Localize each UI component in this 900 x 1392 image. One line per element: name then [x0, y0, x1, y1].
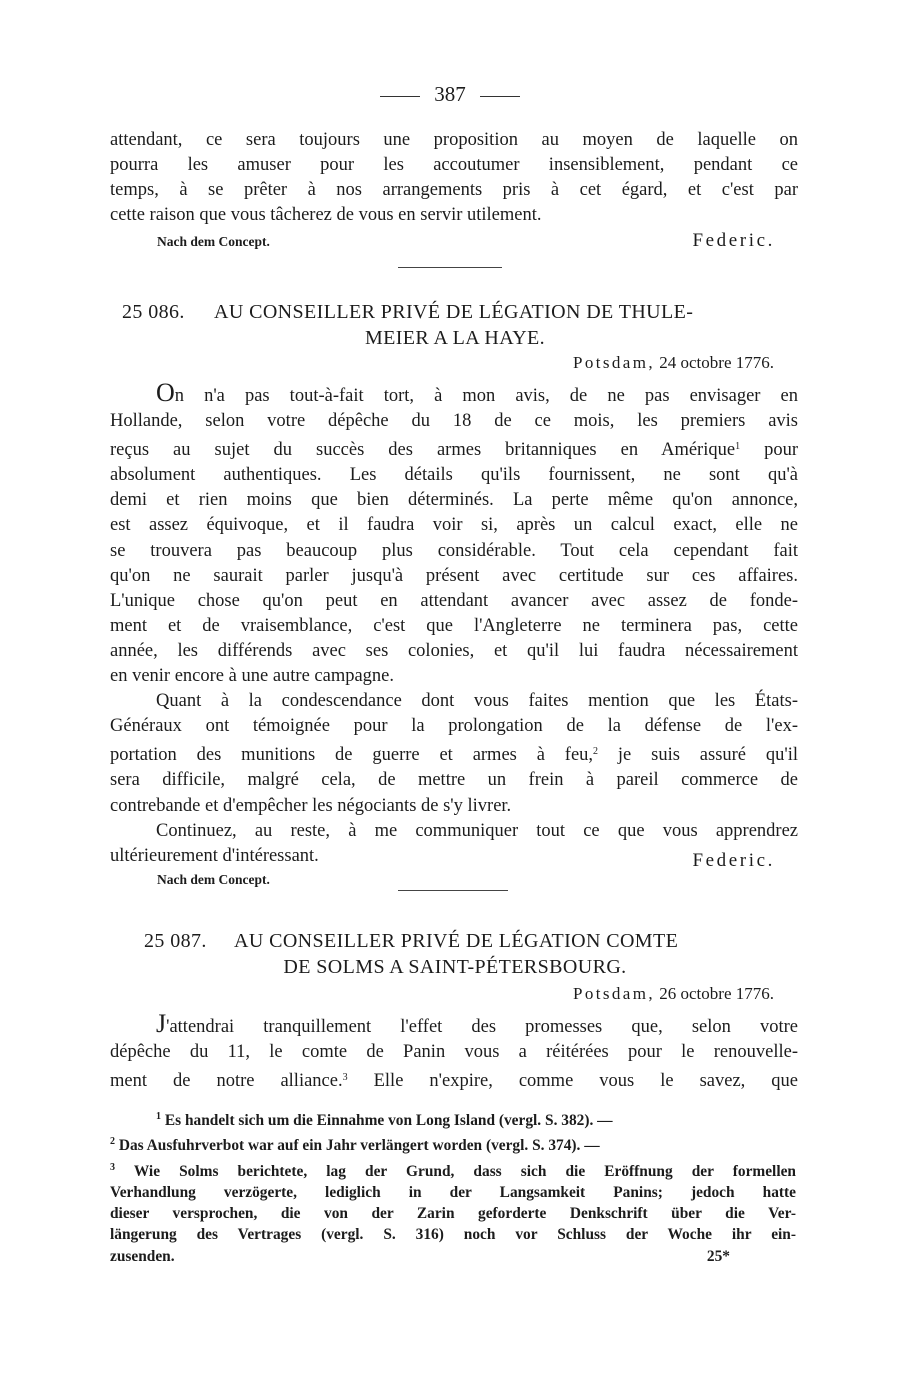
footnote-line: längerung des Vertrages (vergl. S. 316) noch vor Schluss der Woche ihr ein- [110, 1226, 796, 1244]
text-line: qu'on ne saurait parler jusqu'à présent avec certitude sur ces affaires. [110, 565, 798, 586]
footnote-marker: 3 [342, 1072, 348, 1084]
footnote-marker: 2 [593, 746, 599, 758]
footnote: $^1$ Es handelt sich um die Einnahme von Long Island (vergl. S. 382). — [156, 1111, 613, 1129]
source-note: Nach dem Concept. [157, 234, 270, 249]
text-line: reçus au sujet du succès des armes britanniques en Amérique$^1$ pour [110, 440, 798, 461]
text-line: Continuez, au reste, à me communiquer tout ce que vous apprendrez [156, 820, 798, 841]
footnote-line: $^3$ Wie Solms berichtete, lag der Grund, dass sich die Eröffnung der formellen [110, 1161, 796, 1180]
footnote [110, 1157, 796, 1267]
footnote-marker: 1 [156, 1111, 161, 1122]
text-line: ultérieurement d'intéressant. [110, 845, 319, 866]
text-line: portation des munitions de guerre et armes à feu,$^2$ je suis assuré qu'il [110, 745, 798, 766]
section-divider [398, 267, 502, 268]
letter-body [110, 1009, 798, 1094]
signature: Federic. [692, 230, 775, 251]
dateline [573, 984, 774, 1004]
text-line: On n'a pas tout-à-fait tort, à mon avis, de ne pas envisager en [156, 378, 798, 407]
letter-number: 25 086. [122, 301, 185, 323]
page-header [0, 80, 900, 108]
drop-cap: J [156, 1009, 167, 1038]
heading-line: DE SOLMS A SAINT-PÉTERSBOURG. [283, 956, 627, 978]
source-note: Nach dem Concept. [157, 872, 270, 887]
heading-line: AU CONSEILLER PRIVÉ DE LÉGATION COMTE [234, 930, 679, 952]
footnote-marker: 2 [110, 1136, 115, 1148]
text-line: Généraux ont témoignée pour la prolongation de la défense de l'ex- [110, 716, 798, 737]
text-line: Hollande, selon votre dépêche du 18 de ce mois, les premiers avis [110, 411, 798, 432]
text-line: cette raison que vous tâcherez de vous en servir utilement. [110, 205, 542, 226]
footnote-line: Verhandlung verzögerte, lediglich in der Langsamkeit Panins; jedoch hatte [110, 1183, 796, 1201]
drop-cap: O [156, 378, 175, 407]
section-divider [398, 890, 508, 891]
text-line: se trouvera pas beaucoup plus considérable. Tout cela cependant fait [110, 540, 798, 561]
footnote-marker: 1 [735, 441, 741, 453]
letter-closing [157, 850, 775, 890]
text-line: ment et de vraisemblance, c'est que l'Angleterre ne terminera pas, cette [110, 615, 798, 636]
footnote-line: dieser versprochen, die von der Zarin geforderte Denkschrift über die Ver- [110, 1205, 796, 1223]
text-line: est assez équivoque, et il faudra voir si, après un calcul exact, elle ne [110, 515, 798, 536]
signature: Federic. [692, 850, 775, 871]
footnote-line: zusenden. 25* [110, 1246, 796, 1267]
header-rule-left [380, 96, 420, 97]
text-line: temps, à se prêter à nos arrangements pris à cet égard, et c'est par [110, 180, 798, 201]
intro-closing [157, 230, 775, 252]
intro-paragraph [110, 128, 798, 228]
dateline-place: Potsdam, [573, 984, 656, 1003]
footnote-marker: 3 [110, 1161, 115, 1173]
text-line: dépêche du 11, le comte de Panin vous a réitérées pour le renouvelle- [110, 1042, 798, 1063]
dateline-place: Potsdam, [573, 353, 656, 372]
text-line: attendant, ce sera toujours une proposition au moyen de laquelle on [110, 130, 798, 150]
dateline-date: 26 octobre 1776. [659, 984, 774, 1003]
text-line: L'unique chose qu'on peut en attendant avancer avec assez de fonde- [110, 590, 798, 611]
letter-number: 25 087. [144, 930, 207, 952]
text-line: année, les différends avec ses colonies, et qu'il lui faudra nécessairement [110, 640, 798, 661]
text-line: pourra les amuser pour les accoutumer insensiblement, pendant ce [110, 155, 798, 176]
dateline-date: 24 octobre 1776. [659, 353, 774, 372]
text-line: en venir encore à une autre campagne. [110, 666, 395, 687]
text-line: Quant à la condescendance dont vous faites mention que les États- [156, 691, 798, 712]
text-line: sera difficile, malgré cela, de mettre un frein à pareil commerce de [110, 770, 798, 791]
heading-line: MEIER A LA HAYE. [364, 327, 546, 349]
text-line: ment de notre alliance.$^3$ Elle n'expire, comme vous le savez, que [110, 1071, 798, 1092]
letter-body [110, 378, 798, 869]
heading-line: AU CONSEILLER PRIVÉ DE LÉGATION DE THULE- [214, 301, 694, 323]
header-rule-right [480, 96, 520, 97]
footnotes [110, 1106, 796, 1267]
signature-mark: 25* [706, 1247, 730, 1265]
text-line: J'attendrai tranquillement l'effet des promesses que, selon votre [156, 1009, 798, 1038]
dateline [573, 353, 774, 373]
page-number: 387 [434, 82, 466, 106]
text-line: demi et rien moins que bien déterminés. La perte même qu'on annonce, [110, 490, 798, 511]
text-line: absolument authentiques. Les détails qu'ils fournissent, ne sont qu'à [110, 465, 798, 486]
text-line: contrebande et d'empêcher les négociants de s'y livrer. [110, 795, 512, 816]
footnote: $^2$ Das Ausfuhrverbot war auf ein Jahr verlängert worden (vergl. S. 374). — [110, 1136, 600, 1155]
